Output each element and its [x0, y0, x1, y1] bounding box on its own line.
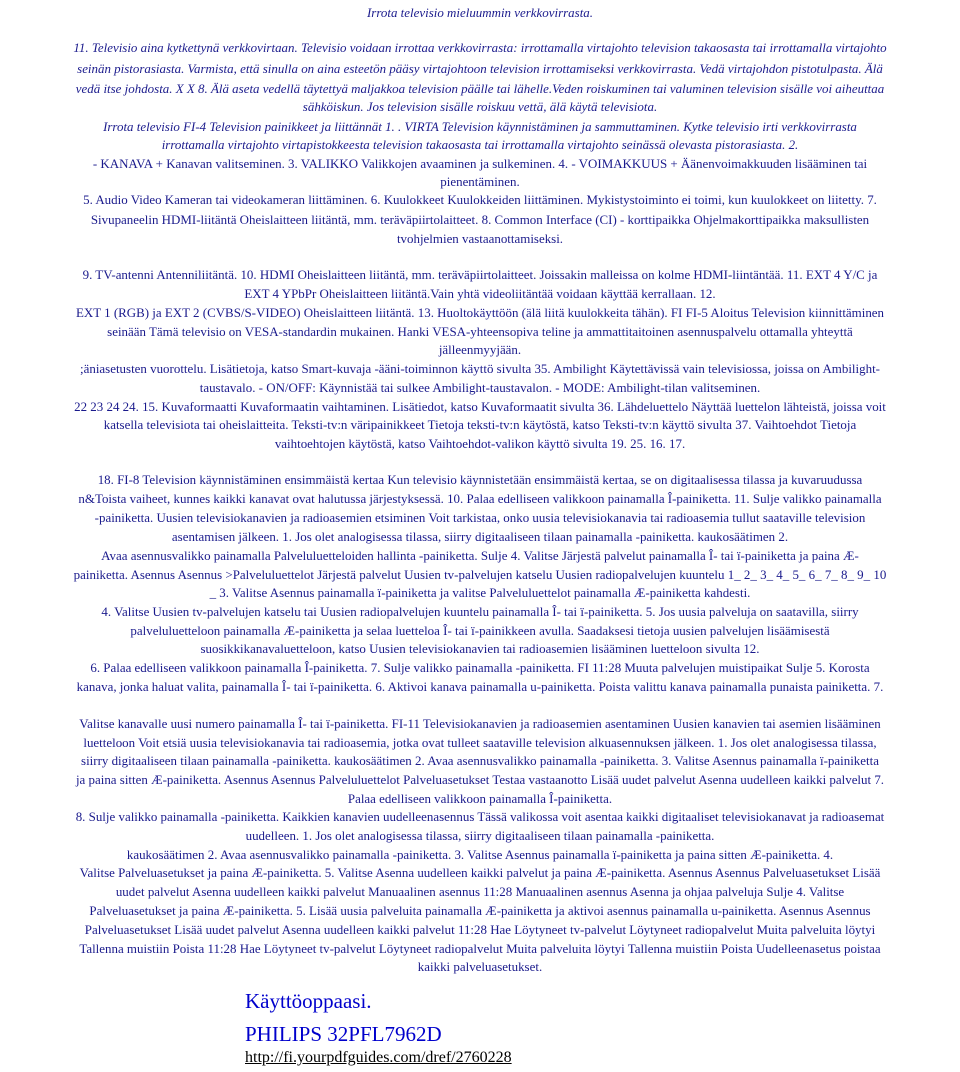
text-line: 6. Palaa edelliseen valikkoon painamalla Î-painiketta. 7. Sulje valikko painamalla -painiketta. FI 11:28 Muuta palvelujen muistipaikat Sulje 5. Korosta [90, 660, 870, 675]
text-line: - KANAVA + Kanavan valitseminen. 3. VALIKKO Valikkojen avaaminen ja sulkeminen. 4. - VOIMAKKUUS + Äänenvoimakkuuden lisääminen tai [92, 156, 868, 171]
footer-url-link[interactable]: http://fi.yourpdfguides.com/dref/2760228 [245, 1049, 512, 1066]
text-line: katsella televisiota tai oheislaitteita. Teksti-tv:n väripainikkeet Tietoja teksti-tv:n käytöstä, katso Teksti-tv:n käyttö sivulta 37. Vaihtoehdot Tietoja [103, 417, 857, 432]
text-line: irrottamalla virtajohto virtapistokkeesta television takaosasta tai irrottamalla virtajohto seinässä olevasta pistorasiasta. 2. [161, 137, 799, 152]
text-line: sähköiskun. Jos television sisälle roiskuu vettä, älä käytä televisiota. [302, 99, 658, 114]
text-line: 9. TV-antenni Antenniliitäntä. 10. HDMI Oheislaitteen liitäntä, mm. teräväpiirtolaitteet. Joissakin malleissa on kolme HDMI-liintäntää. 11. EXT 4 Y/C ja [82, 267, 878, 282]
text-line: uudet palvelut Asenna uudelleen kaikki palvelut Manuaalinen asennus 11:28 Manuaalinen asennus Asenna ja ohjaa palveluja Sulje 4. Valitse [115, 884, 845, 899]
text-line: vaihtoehtojen käytöstä, katso Vaihtoehdot-valikon käyttö sivulta 19. 25. 16. 17. [274, 436, 686, 451]
text-line: n&Toista vaiheet, kunnes kaikki kanavat ovat halutussa järjestyksessä. 10. Palaa edelliseen valikkoon painamalla Î-painiketta. 11. Sulje valikko painamalla [78, 491, 882, 506]
text-line: Irrota televisio mieluummin verkkovirrasta. [366, 5, 594, 20]
text-line: Valitse Palveluasetukset ja paina Æ-painiketta. 5. Valitse Asenna uudelleen kaikki palvelut ja paina Æ-painiketta. Asennus Asennus Palveluasetukset Lisää [79, 865, 881, 880]
text-line: Palveluasetukset ja paina Æ-painiketta. 5. Lisää uusia palveluita painamalla Æ-painiketta ja aktivoi asennus painamalla u-painiketta. Asennus Asennus [89, 903, 871, 918]
text-line: Irrota televisio FI-4 Television painikkeet ja liittännät 1. . VIRTA Television käynnistäminen ja sammuttaminen. Kytke televisio irti verkkovirrasta [103, 119, 857, 134]
text-line: asentamisen jälkeen. 1. Jos olet analogisessa tilassa, siirry digitaaliseen tilaan painamalla -painiketta. kaukosäätimen 2. [171, 529, 789, 544]
footer-title: Käyttöoppaasi. [245, 989, 372, 1013]
text-line: kanava, jonka haluat valita, painamalla Î- tai ï-painiketta. 6. Aktivoi kanava painamalla u-painiketta. Poista valittu kanava painamalla punaista painiketta. 7. [76, 679, 884, 694]
text-line: Avaa asennusvalikko painamalla Palveluluetteloiden hallinta -painiketta. Sulje 4. Valitse Järjestä palvelut painamalla Î- tai ï-painiketta ja paina Æ- [101, 548, 859, 563]
text-line: tvohjelmien vastaanottamiseksi. [396, 231, 564, 246]
text-line: 8. Sulje valikko painamalla -painiketta. Kaikkien kanavien uudelleenasennus Tässä valikossa voit asentaa kaikki digitaaliset televisiokanavat ja radioasemat [75, 809, 885, 824]
text-line: Valitse kanavalle uusi numero painamalla Î- tai ï-painiketta. FI-11 Televisiokanavien ja radioasemien asentaminen Uusien kanavien tai asemien lisääminen [79, 716, 881, 731]
text-line: painiketta. Asennus Asennus >Palveluluettelot Järjestä palvelut Uusien tv-palvelujen katselu Uusien radiopalvelujen kuuntelu 1_ 2_ 3_ 4_ 5_ 6_ 7_ 8_ 9_ 10 [73, 567, 887, 582]
footer-model: PHILIPS 32PFL7962D [245, 1022, 442, 1046]
text-line: siirry digitaaliseen tilaan painamalla -painiketta. kaukosäätimen 2. Avaa asennusvalikko painamalla -painiketta. 3. Valitse Asennus painamalla ï-painiketta [81, 753, 879, 768]
text-line: seinän pistorasiasta. Varmista, että sinulla on aina esteetön pääsy virtajohtoon television irrottamiseksi verkkovirrasta. Vedä virtajohdon pistotulpasta. Älä [77, 61, 883, 76]
text-line: 11. Televisio aina kytkettynä verkkovirtaan. Televisio voidaan irrottaa verkkovirrasta: irrottamalla virtajohto television takaosasta tai irrottamalla virtajohto [73, 40, 887, 55]
text-line: seinään Tämä televisio on VESA-standardin mukainen. Hanki VESA-yhteensopiva teline ja ammattitaitoinen asennuspalvelu ottamalla yhteyttä [107, 324, 853, 339]
text-line: Palveluasetukset Lisää uudet palvelut Asenna uudelleen kaikki palvelut 11:28 Hae Löytyneet tv-palvelut Löytyneet radiopalvelut Muita palveluita löytyi [84, 922, 876, 937]
text-line: jälleenmyyjään. [438, 342, 522, 357]
text-line: _ 3. Valitse Asennus painamalla ï-painiketta ja valitse Palveluluettelot painamalla Æ-painiketta kahdesti. [209, 585, 751, 600]
text-line: kaikki palveluasetukset. [417, 959, 543, 974]
text-line: 5. Audio Video Kameran tai videokameran liittäminen. 6. Kuulokkeet Kuulokkeiden liittäminen. Mykistystoiminto ei toimi, kun kuulokkeet on liitetty. 7. [83, 192, 877, 207]
text-line: 4. Valitse Uusien tv-palvelujen katselu tai Uusien radiopalvelujen kuuntelu painamalla Î- tai ï-painiketta. 5. Jos uusia palveluja on saatavilla, siirry [101, 604, 859, 619]
text-line: ja paina sitten Æ-painiketta. Asennus Asennus Palveluluettelot Palveluasetukset Testaa vastaanotto Lisää uudet palvelut Asenna uudelleen kaikki palvelut 7. [75, 772, 885, 787]
text-line: kaukosäätimen 2. Avaa asennusvalikko painamalla -painiketta. 3. Valitse Asennus painamalla ï-painiketta ja paina sitten Æ-painiketta. 4. [126, 847, 834, 862]
text-line: EXT 4 YPbPr Oheislaitteen liitäntä.Vain yhtä videoliitäntää voidaan käyttää kerrallaan. 12. [244, 286, 716, 301]
text-line: vedä itse johdosta. X X 8. Älä aseta vedellä täytettyä maljakkoa television päälle tai lähelle.Veden roiskuminen tai valuminen television sisälle voi aiheuttaa [75, 81, 885, 96]
text-line: 18. FI-8 Television käynnistäminen ensimmäistä kertaa Kun televisio käynnistetään ensimmäistä kertaa, se on digitaalisessa tilassa ja kuvaruudussa [97, 472, 863, 487]
text-line: taustavalo. - ON/OFF: Käynnistää tai sulkee Ambilight-taustavalon. - MODE: Ambilight-tilan valitseminen. [199, 380, 761, 395]
text-line: -painiketta. Uusien televisiokanavien ja radioasemien etsiminen Voit tarkistaa, onko uusia televisiokanavia tai radioasemia tullut saataville television [94, 510, 866, 525]
text-line: suosikkikanavaluetteloon, katso Uusien televisiokanavien tai radioasemien lisääminen luetteloon sivulta 12. [200, 641, 760, 656]
text-line: pienentäminen. [440, 174, 520, 189]
text-line: palveluluetteloon painamalla Æ-painiketta ja selaa luetteloa Î- tai ï-painikkeen avulla. Saadaksesi tietoja uusien palvelujen lisäämisestä [130, 623, 830, 638]
text-line: Tallenna muistiin Poista 11:28 Hae Löytyneet tv-palvelut Löytyneet radiopalvelut Muita palveluita löytyi Tallenna muistiin Poista Uudelleenasetus poistaa [79, 941, 881, 956]
text-line: ;äniasetusten vuorottelu. Lisätietoja, katso Smart-kuvaja -ääni-toiminnon käyttö sivulta 35. Ambilight Käytettävissä vain televisiossa, joissa on Ambilight- [80, 361, 880, 376]
text-line: 22 23 24 24. 15. Kuvaformaatti Kuvaformaatin vaihtaminen. Lisätiedot, katso Kuvaformaatit sivulta 36. Lähdeluettelo Näyttää luettelon lähteistä, joissa voit [74, 399, 886, 414]
text-line: Palaa edelliseen valikkoon painamalla Î-painiketta. [347, 791, 613, 806]
text-line: EXT 1 (RGB) ja EXT 2 (CVBS/S-VIDEO) Oheislaitteen liitäntä. 13. Huoltokäyttöön (älä liitä kuulokkeita tähän). FI FI-5 Aloitus Television kiinnittäminen [75, 305, 885, 320]
text-line: luetteloon Voit etsiä uusia televisiokanavia tai radioasemia, jotka ovat tulleet saataville television alkuasennuksen jälkeen. 1. Jos olet analogisessa tilassa, [83, 735, 877, 750]
text-line: Sivupaneelin HDMI-liitäntä Oheislaitteen liitäntä, mm. teräväpiirtolaitteet. 8. Common Interface (CI) - korttipaikka Ohjelmakorttipaikka maksullisten [90, 212, 870, 227]
text-line: uudelleen. 1. Jos olet analogisessa tilassa, siirry digitaaliseen tilaan painamalla -painiketta. [245, 828, 715, 843]
